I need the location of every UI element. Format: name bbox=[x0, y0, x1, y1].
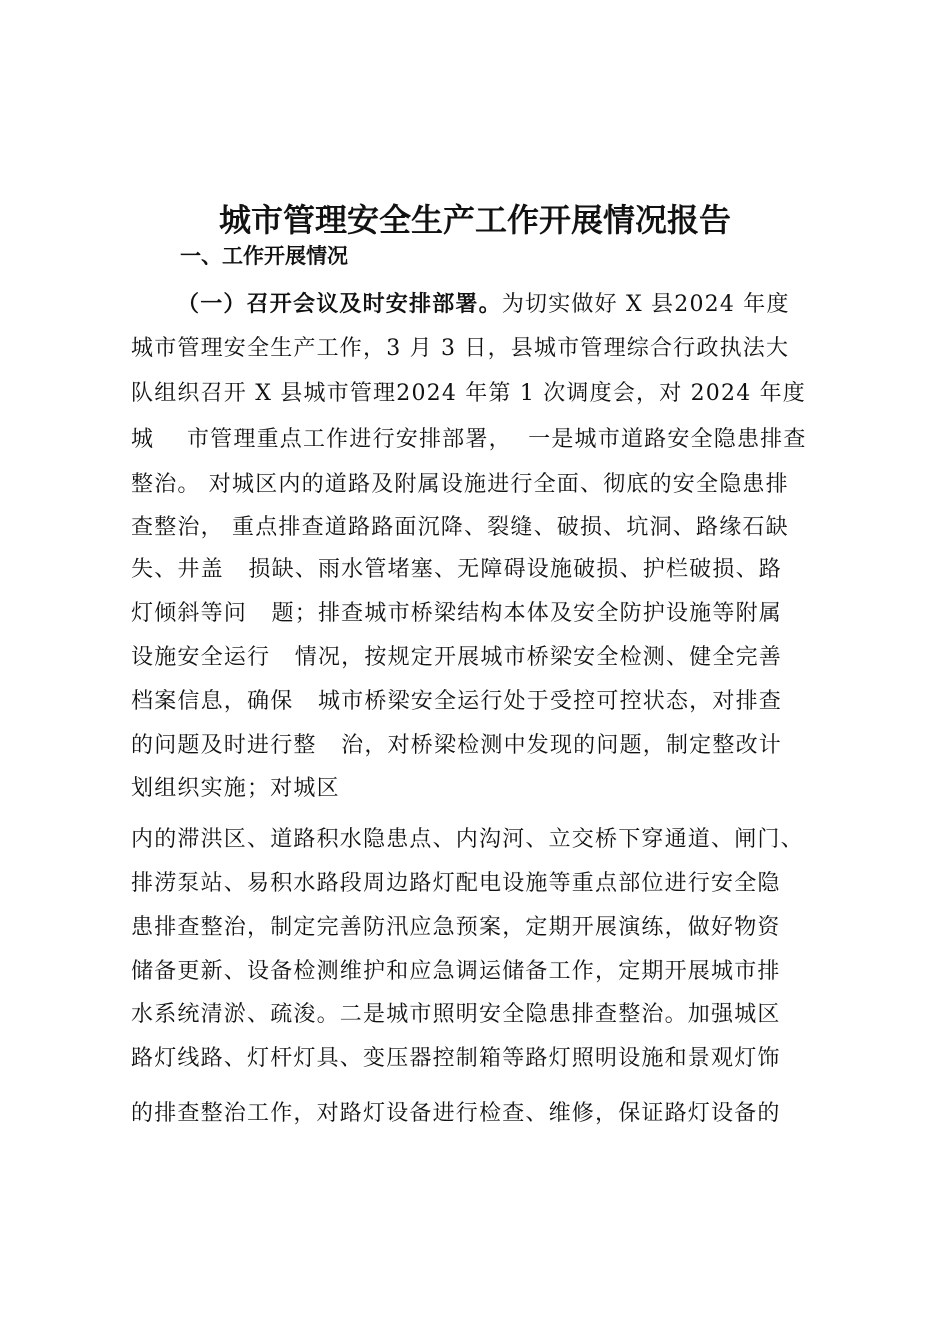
paragraph-line: 查整治， 重点排查道路路面沉降、裂缝、破损、坑洞、路缘石缺 bbox=[131, 515, 789, 540]
section-heading: 一、工作开展情况 bbox=[180, 244, 348, 268]
paragraph-line: 划组织实施；对城区 bbox=[131, 776, 340, 801]
paragraph-line: 失、井盖 损缺、雨水管堵塞、无障碍设施破损、护栏破损、路 bbox=[131, 557, 782, 582]
paragraph-line: 整治。 对城区内的道路及附属设施进行全面、彻底的安全隐患排 bbox=[131, 472, 789, 497]
paragraph-line: 队组织召开 X 县城市管理2024 年第 1 次调度会，对 2024 年度 bbox=[131, 381, 806, 406]
paragraph-line: 的排查整治工作，对路灯设备进行检查、维修，保证路灯设备的 bbox=[131, 1101, 781, 1126]
paragraph-line: 灯倾斜等问 题；排查城市桥梁结构本体及安全防护设施等附属 bbox=[131, 601, 782, 626]
document-title: 城市管理安全生产工作开展情况报告 bbox=[218, 201, 731, 239]
paragraph-line: 内的滞洪区、道路积水隐患点、内沟河、立交桥下穿通道、闸门、 bbox=[131, 827, 804, 852]
paragraph-line: 水系统清淤、疏浚。二是城市照明安全隐患排查整治。加强城区 bbox=[131, 1002, 781, 1027]
paragraph-line: 的问题及时进行整 治，对桥梁检测中发现的问题，制定整改计 bbox=[131, 733, 782, 758]
paragraph-first-line bbox=[177, 286, 837, 323]
paragraph-line: 排涝泵站、易积水路段周边路灯配电设施等重点部位进行安全隐 bbox=[131, 871, 781, 896]
subsection-label: （一）召开会议及时安排部署。 bbox=[177, 291, 502, 317]
paragraph-line: 城 市管理重点工作进行安排部署， 一是城市道路安全隐患排查 bbox=[131, 427, 807, 452]
paragraph-line: 储备更新、设备检测维护和应急调运储备工作，定期开展城市排 bbox=[131, 959, 781, 984]
paragraph-line: 城市管理安全生产工作，3 月 3 日，县城市管理综合行政执法大 bbox=[131, 336, 790, 361]
paragraph-line: 患排查整治，制定完善防汛应急预案，定期开展演练，做好物资 bbox=[131, 915, 781, 940]
paragraph-line: 档案信息，确保 城市桥梁安全运行处于受控可控状态，对排查 bbox=[131, 689, 782, 714]
paragraph-line: 路灯线路、灯杆灯具、变压器控制箱等路灯照明设施和景观灯饰 bbox=[131, 1046, 781, 1071]
paragraph-line: 设施安全运行 情况，按规定开展城市桥梁安全检测、健全完善 bbox=[131, 645, 782, 670]
paragraph-line: 为切实做好 X 县2024 年度 bbox=[501, 292, 790, 317]
